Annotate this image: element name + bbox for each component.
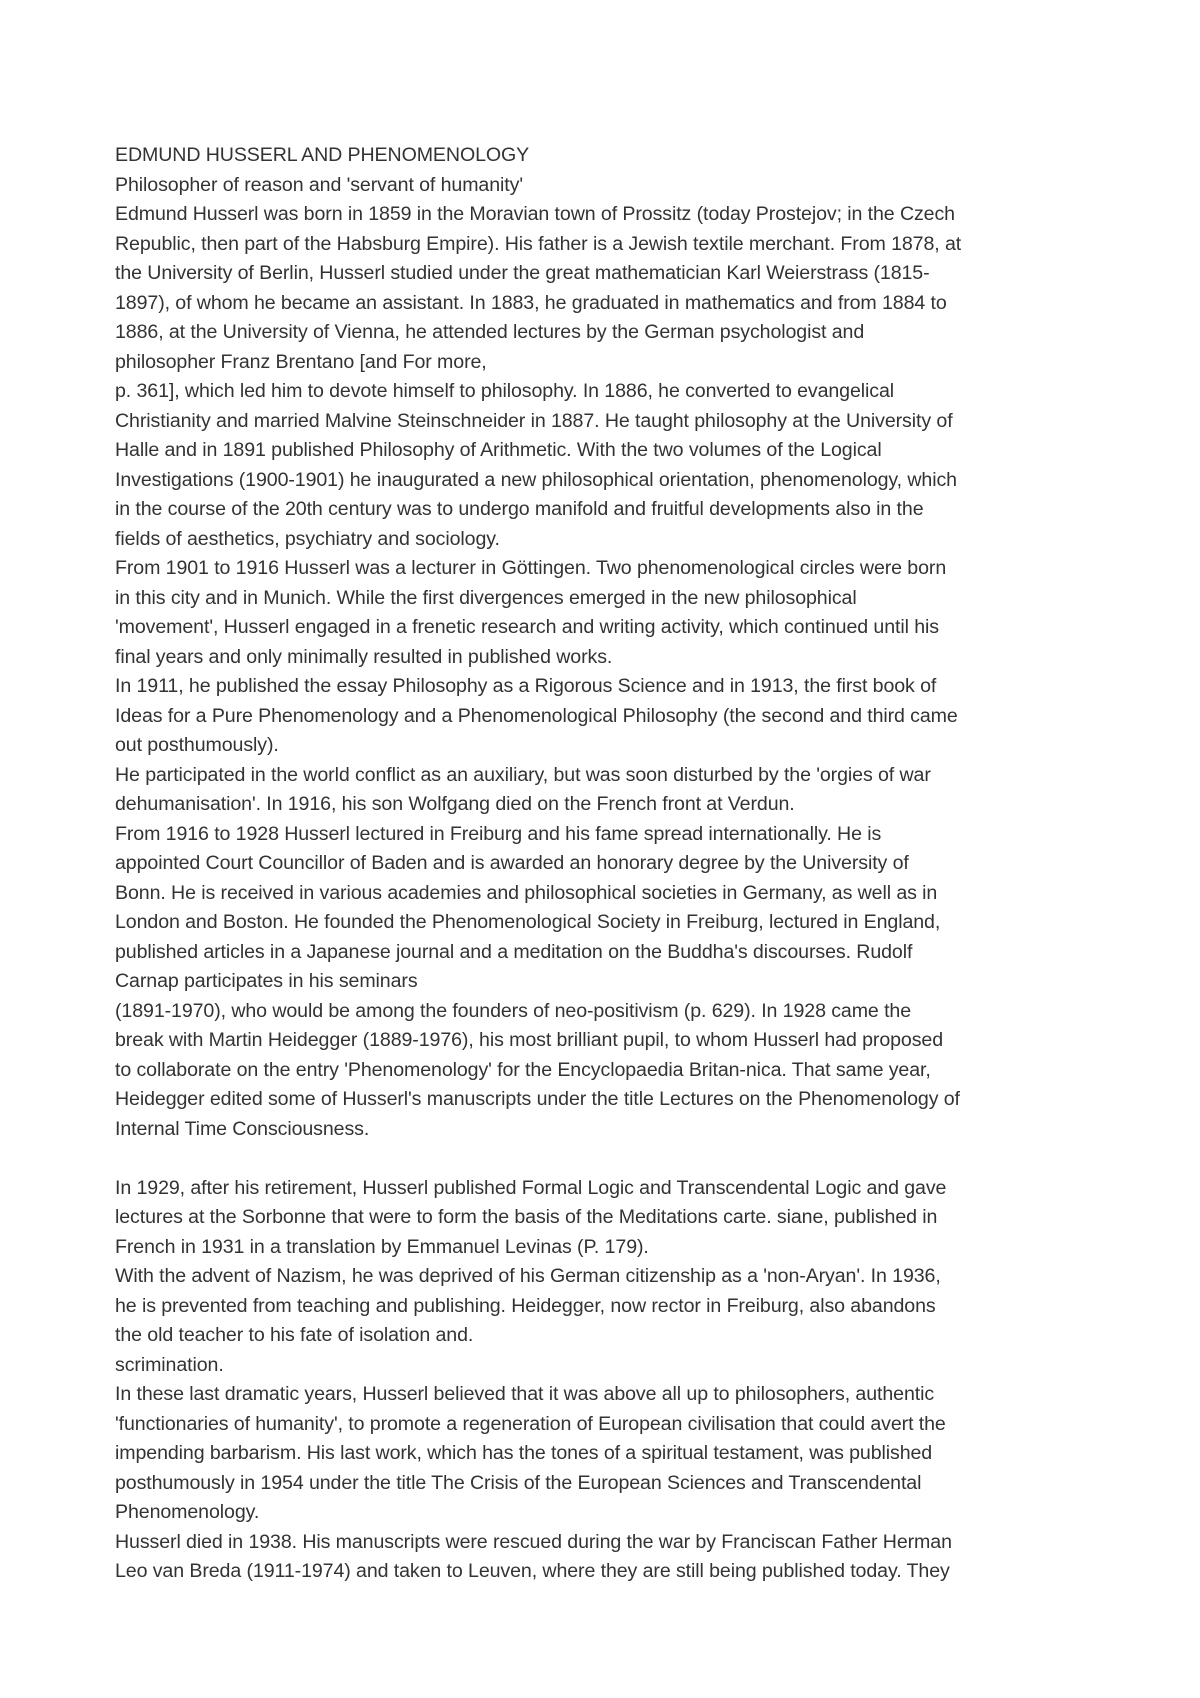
text-line: Internal Time Consciousness. [115,1117,370,1140]
text-line: Bonn. He is received in various academies and philosophical societies in Germany, as well as in [115,881,938,904]
document-subtitle: Philosopher of reason and 'servant of humanity' [115,173,523,196]
text-line: out posthumously). [115,734,279,756]
text-line: he is prevented from teaching and publishing. Heidegger, now rector in Freiburg, also abandons [115,1294,936,1317]
text-line: In 1929, after his retirement, Husserl published Formal Logic and Transcendental Logic and gave [115,1176,947,1199]
text-line: 1886, at the University of Vienna, he attended lectures by the German psychologist and [115,321,865,343]
text-line: Edmund Husserl was born in 1859 in the Moravian town of Prossitz (today Prostejov; in the Czech [115,203,955,225]
text-line: lectures at the Sorbonne that were to form the basis of the Meditations carte. siane, published in [115,1206,938,1228]
text-line: Husserl died in 1938. His manuscripts were rescued during the war by Franciscan Father Herman [115,1530,952,1553]
text-line: French in 1931 in a translation by Emmanuel Levinas (P. 179). [115,1235,649,1258]
text-line: posthumously in 1954 under the title The Crisis of the European Sciences and Transcendental [115,1471,922,1494]
text-line: final years and only minimally resulted in published works. [115,645,613,668]
text-line: fields of aesthetics, psychiatry and sociology. [115,527,500,550]
text-line: the University of Berlin, Husserl studied under the great mathematician Karl Weierstrass (1815- [115,262,930,284]
text-line: Investigations (1900-1901) he inaugurated a new philosophical orientation, phenomenology, which [115,468,957,491]
text-line: published articles in a Japanese journal and a meditation on the Buddha's discourses. Rudolf [115,940,913,963]
text-line: Leo van Breda (1911-1974) and taken to Leuven, where they are still being published today. They [115,1560,950,1582]
text-line: 1897), of whom he became an assistant. In 1883, he graduated in mathematics and from 1884 to [115,291,947,314]
text-line: break with Martin Heidegger (1889-1976), his most brilliant pupil, to whom Husserl had proposed [115,1029,944,1051]
text-line: dehumanisation'. In 1916, his son Wolfgang died on the French front at Verdun. [115,793,795,815]
text-line: In 1911, he published the essay Philosophy as a Rigorous Science and in 1913, the first book of [115,675,937,697]
text-line: scrimination. [115,1353,224,1376]
text-line: Christianity and married Malvine Steinschneider in 1887. He taught philosophy at the University of [115,409,953,432]
text-line: He participated in the world conflict as an auxiliary, but was soon disturbed by the 'orgies of war [115,763,931,786]
text-line: impending barbarism. His last work, which has the tones of a spiritual testament, was published [115,1442,933,1464]
text-line: Republic, then part of the Habsburg Empire). His father is a Jewish textile merchant. From 1878, at [115,232,962,255]
text-line: London and Boston. He founded the Phenomenological Society in Freiburg, lectured in England, [115,911,941,933]
text-line: (1891-1970), who would be among the founders of neo-positivism (p. 629). In 1928 came the [115,999,912,1022]
text-line: philosopher Franz Brentano [and For more, [115,350,487,373]
blank-line [115,1144,1100,1174]
text-line: Phenomenology. [115,1501,260,1523]
text-line: Heidegger edited some of Husserl's manuscripts under the title Lectures on the Phenomenology of [115,1088,960,1110]
text-line: 'functionaries of humanity', to promote a regeneration of European civilisation that could avert the [115,1412,946,1435]
text-line: Ideas for a Pure Phenomenology and a Phenomenological Philosophy (the second and third came [115,704,958,727]
text-line: the old teacher to his fate of isolation and. [115,1324,474,1346]
text-line: From 1916 to 1928 Husserl lectured in Freiburg and his fame spread internationally. He is [115,822,882,845]
document-title: EDMUND HUSSERL AND PHENOMENOLOGY [115,144,530,166]
text-line: in this city and in Munich. While the first divergences emerged in the new philosophical [115,586,857,609]
document-body [115,141,1100,1587]
text-line: From 1901 to 1916 Husserl was a lecturer in Göttingen. Two phenomenological circles were born [115,557,947,579]
text-line: in the course of the 20th century was to undergo manifold and fruitful developments also in the [115,498,924,520]
text-line: Carnap participates in his seminars [115,970,418,992]
text-line: In these last dramatic years, Husserl believed that it was above all up to philosophers, authentic [115,1383,935,1405]
text-line: p. 361], which led him to devote himself to philosophy. In 1886, he converted to evangelical [115,380,895,402]
text-line: 'movement', Husserl engaged in a frenetic research and writing activity, which continued until his [115,616,939,638]
text-line: to collaborate on the entry 'Phenomenology' for the Encyclopaedia Britan-nica. That same year, [115,1058,931,1081]
text-line: appointed Court Councillor of Baden and is awarded an honorary degree by the University of [115,852,909,874]
text-line: With the advent of Nazism, he was deprived of his German citizenship as a 'non-Aryan'. In 1936, [115,1265,941,1287]
text-line: Halle and in 1891 published Philosophy of Arithmetic. With the two volumes of the Logical [115,439,882,461]
